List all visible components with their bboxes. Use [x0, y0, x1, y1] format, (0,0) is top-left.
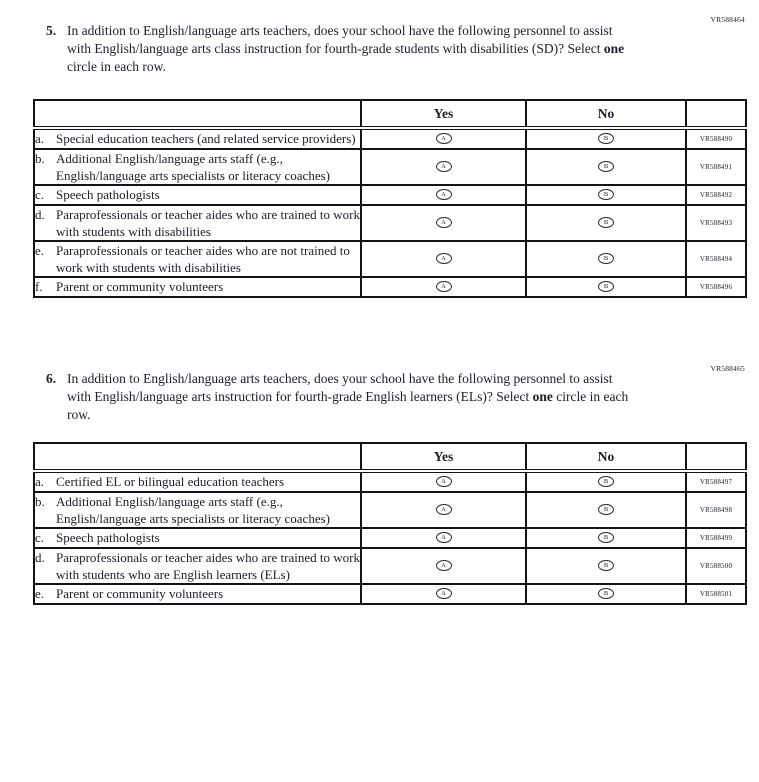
bubble-letter-b: B — [603, 478, 609, 485]
no-cell — [526, 185, 686, 205]
question-5-table — [33, 99, 747, 298]
yes-cell — [361, 548, 526, 584]
no-answer-bubble[interactable] — [598, 189, 614, 200]
no-column-header: No — [526, 100, 686, 128]
yes-answer-bubble[interactable] — [436, 133, 452, 144]
row-label-cell — [34, 471, 361, 492]
yes-answer-bubble[interactable] — [436, 161, 452, 172]
table-row — [34, 241, 746, 277]
no-cell — [526, 277, 686, 297]
bubble-letter-b: B — [603, 255, 609, 262]
no-cell — [526, 584, 686, 604]
table-row — [34, 277, 746, 297]
no-cell — [526, 492, 686, 528]
yes-cell — [361, 277, 526, 297]
yes-column-header: Yes — [361, 100, 526, 128]
yes-cell — [361, 584, 526, 604]
question-text-before: In addition to English/language arts teachers, does your school have the following personnel to assist with English/language arts class instruction for fourth-grade students with disabilities (SD)? Select — [67, 23, 613, 56]
row-letter: d. — [35, 207, 45, 222]
row-label: Parent or community volunteers — [56, 279, 224, 294]
row-letter: b. — [35, 494, 45, 509]
label-column-header — [34, 443, 361, 471]
bubble-letter-b: B — [603, 163, 609, 170]
row-vr-code: VR588490 — [686, 128, 746, 149]
row-label-cell — [34, 205, 361, 241]
yes-answer-bubble[interactable] — [436, 253, 452, 264]
question-text-before: In addition to English/language arts teachers, does your school have the following personnel to assist with English/language arts instruction for fourth-grade English learners (ELs)? Select — [67, 371, 613, 404]
question-text-after: circle in each row. — [67, 389, 629, 422]
row-vr-code: VR588499 — [686, 528, 746, 548]
row-letter: b. — [35, 151, 45, 166]
question-number: 5. — [46, 23, 57, 38]
bubble-letter-b: B — [603, 562, 609, 569]
row-vr-code: VR588491 — [686, 149, 746, 185]
bubble-letter-b: B — [603, 135, 609, 142]
row-letter: a. — [35, 474, 45, 489]
no-cell — [526, 471, 686, 492]
row-label-cell — [34, 128, 361, 149]
no-cell — [526, 149, 686, 185]
table-row — [34, 548, 746, 584]
yes-cell — [361, 241, 526, 277]
label-column-header — [34, 100, 361, 128]
yes-answer-bubble[interactable] — [436, 476, 452, 487]
table-row — [34, 149, 746, 185]
row-label: Paraprofessionals or teacher aides who are trained to work with students who are English learners (ELs) — [56, 550, 360, 582]
no-cell — [526, 528, 686, 548]
bubble-letter-a: A — [441, 219, 446, 226]
row-label: Paraprofessionals or teacher aides who are not trained to work with students with disabilities — [56, 243, 350, 275]
question-vr-code: VR588464 — [710, 15, 745, 24]
no-answer-bubble[interactable] — [598, 560, 614, 571]
bubble-letter-a: A — [441, 163, 446, 170]
yes-answer-bubble[interactable] — [436, 504, 452, 515]
yes-cell — [361, 128, 526, 149]
row-label: Speech pathologists — [56, 530, 160, 545]
yes-answer-bubble[interactable] — [436, 560, 452, 571]
yes-answer-bubble[interactable] — [436, 189, 452, 200]
row-vr-code: VR588496 — [686, 277, 746, 297]
question-6-section — [0, 298, 759, 605]
yes-cell — [361, 149, 526, 185]
bubble-letter-a: A — [441, 562, 446, 569]
bubble-letter-a: A — [441, 255, 446, 262]
yes-answer-bubble[interactable] — [436, 588, 452, 599]
question-vr-code: VR588465 — [710, 364, 745, 373]
question-6-table — [33, 442, 747, 605]
question-5-text-block — [0, 22, 759, 76]
no-cell — [526, 128, 686, 149]
row-vr-code: VR588492 — [686, 185, 746, 205]
bubble-letter-b: B — [603, 219, 609, 226]
question-text — [67, 370, 629, 424]
row-label-cell — [34, 241, 361, 277]
row-label: Parent or community volunteers — [56, 586, 224, 601]
question-6-text-block — [0, 370, 759, 424]
table-header-row — [34, 443, 746, 471]
row-label: Speech pathologists — [56, 187, 160, 202]
row-letter: f. — [35, 279, 43, 294]
no-cell — [526, 241, 686, 277]
row-label-cell — [34, 528, 361, 548]
yes-answer-bubble[interactable] — [436, 217, 452, 228]
no-answer-bubble[interactable] — [598, 532, 614, 543]
table-row — [34, 128, 746, 149]
row-label: Special education teachers (and related service providers) — [56, 131, 356, 146]
question-text-bold: one — [532, 389, 553, 404]
question-number: 6. — [46, 371, 57, 386]
yes-answer-bubble[interactable] — [436, 532, 452, 543]
bubble-letter-a: A — [441, 135, 446, 142]
row-label-cell — [34, 277, 361, 297]
row-vr-code: VR588494 — [686, 241, 746, 277]
no-answer-bubble[interactable] — [598, 217, 614, 228]
no-answer-bubble[interactable] — [598, 588, 614, 599]
row-label-cell — [34, 548, 361, 584]
bubble-letter-b: B — [603, 283, 609, 290]
question-text-bold: one — [603, 41, 625, 56]
yes-column-header: Yes — [361, 443, 526, 471]
vr-column-header — [686, 100, 746, 128]
bubble-letter-b: B — [603, 534, 609, 541]
bubble-letter-a: A — [441, 283, 446, 290]
table-row — [34, 492, 746, 528]
bubble-letter-a: A — [441, 590, 446, 597]
yes-cell — [361, 492, 526, 528]
question-text — [67, 22, 629, 76]
table-row — [34, 205, 746, 241]
row-label-cell — [34, 584, 361, 604]
row-vr-code: VR588501 — [686, 584, 746, 604]
yes-cell — [361, 185, 526, 205]
row-label-cell — [34, 492, 361, 528]
question-text-after: circle in each row. — [67, 59, 166, 74]
no-cell — [526, 548, 686, 584]
row-label: Additional English/language arts staff (e.g., English/language arts specialists or literacy coaches) — [56, 151, 330, 183]
row-letter: c. — [35, 530, 45, 545]
table-row — [34, 185, 746, 205]
bubble-letter-b: B — [603, 506, 609, 513]
row-label: Additional English/language arts staff (e.g., English/language arts specialists or literacy coaches) — [56, 494, 330, 526]
row-label-cell — [34, 149, 361, 185]
no-answer-bubble[interactable] — [598, 133, 614, 144]
bubble-letter-b: B — [603, 590, 609, 597]
row-vr-code: VR588497 — [686, 471, 746, 492]
table-header-row — [34, 100, 746, 128]
row-letter: e. — [35, 243, 45, 258]
table-row — [34, 528, 746, 548]
row-letter: c. — [35, 187, 45, 202]
bubble-letter-a: A — [441, 506, 446, 513]
bubble-letter-a: A — [441, 478, 446, 485]
no-answer-bubble[interactable] — [598, 253, 614, 264]
yes-answer-bubble[interactable] — [436, 281, 452, 292]
no-column-header: No — [526, 443, 686, 471]
no-answer-bubble[interactable] — [598, 504, 614, 515]
row-letter: d. — [35, 550, 45, 565]
no-answer-bubble[interactable] — [598, 161, 614, 172]
bubble-letter-a: A — [441, 191, 446, 198]
row-label-cell — [34, 185, 361, 205]
vr-column-header — [686, 443, 746, 471]
bubble-letter-a: A — [441, 534, 446, 541]
yes-cell — [361, 471, 526, 492]
yes-cell — [361, 205, 526, 241]
row-vr-code: VR588498 — [686, 492, 746, 528]
bubble-letter-b: B — [603, 191, 609, 198]
yes-cell — [361, 528, 526, 548]
row-label: Certified EL or bilingual education teachers — [56, 474, 285, 489]
row-letter: a. — [35, 131, 45, 146]
no-cell — [526, 205, 686, 241]
row-label: Paraprofessionals or teacher aides who are trained to work with students with disabilities — [56, 207, 360, 239]
no-answer-bubble[interactable] — [598, 281, 614, 292]
table-row — [34, 471, 746, 492]
table-row — [34, 584, 746, 604]
question-5-section — [0, 0, 759, 298]
row-vr-code: VR588500 — [686, 548, 746, 584]
row-letter: e. — [35, 586, 45, 601]
no-answer-bubble[interactable] — [598, 476, 614, 487]
row-vr-code: VR588493 — [686, 205, 746, 241]
